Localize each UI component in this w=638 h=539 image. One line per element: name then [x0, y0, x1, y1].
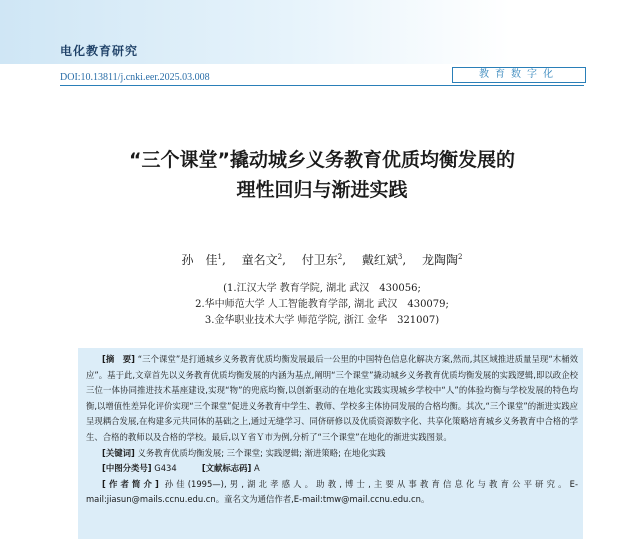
author-intro-text: 孙佳(1995—),男,湖北孝感人。助教,博士,主要从事教育信息化与教育公平研究。E-mail:jiasun@mails.ccnu.edu.cn。童名文为通信作者,E-mail:tmw@mail.ccnu.edu.cn。 [86, 478, 578, 505]
paper-title [60, 145, 584, 205]
section-tag: 教育数字化 [452, 67, 586, 83]
author-intro [86, 477, 578, 508]
author-intro-label: [作者简介] [102, 478, 159, 489]
doc-code-value: A [254, 463, 260, 474]
abstract-text: “三个课堂”是打通城乡义务教育优质均衡发展最后一公里的中国特色信息化解决方案,然而,其区域推进质量呈现“木桶效应”。基于此,文章首先以义务教育优质均衡发展的内涵为基点,阐明“三个课堂”撬动城乡义务教育优质均衡发展的实践逻辑,即以政企校三位一体协同推进技术基座建设,实现“物”的兜底均衡,以创新驱动的在地化实践实现城乡学校中“人”的体验均衡与学校发展的特色均衡,以增值性差异化评价实现“三个课堂”促进义务教育中学生、教师、学校多主体协同发展的合格均衡。其次,“三个课堂”的渐进实践应呈现耦合发展,在构建多元共同体的基础之上,通过无缝学习、同侪研修以及优质资源数字化、共享化策略培育城乡义务教育中合格的学生、合格的教师以及合格的学校。最后,以Ｙ省Ｙ市为例,分析了“三个课堂”在地化的渐进实践图景。 [86, 354, 578, 442]
affiliation: (1.江汉大学 教育学院, 湖北 武汉 430056; [223, 283, 421, 294]
abstract [86, 352, 578, 446]
doi-link[interactable]: DOI:10.13811/j.cnki.eer.2025.03.008 [60, 72, 210, 83]
affiliation: 2.华中师范大学 人工智能教育学部, 湖北 武汉 430079; [195, 299, 449, 310]
affiliation: 3.金华职业技术大学 师范学院, 浙江 金华 321007) [204, 315, 440, 326]
keywords-text: 义务教育优质均衡发展; 三个课堂; 实践逻辑; 渐进策略; 在地化实践 [137, 447, 386, 458]
doc-code-label: [文献标志码] [201, 463, 252, 474]
header-rule [60, 85, 584, 86]
title-line-1: “三个课堂”撬动城乡义务教育优质均衡发展的 [129, 149, 515, 171]
clc-value: G434 [154, 463, 177, 474]
author: 戴红斌$^3$, [361, 253, 407, 267]
title-line-2: 理性回归与渐进实践 [236, 179, 408, 201]
keywords-label: [关键词] [102, 447, 135, 458]
affiliations [60, 281, 584, 329]
clc-label: [中图分类号] [102, 463, 152, 474]
abstract-section [86, 352, 578, 508]
journal-name: 电化教育研究 [60, 44, 139, 58]
classification [86, 461, 578, 477]
author: 童名文$^2$, [241, 253, 286, 267]
author: 龙陶陶$^2$ [422, 253, 463, 267]
author: 孙 佳$^1$, [181, 253, 226, 267]
abstract-label: [摘 要] [102, 354, 136, 364]
author: 付卫东$^2$, [301, 253, 347, 267]
keywords [86, 446, 578, 462]
author-list [60, 251, 584, 268]
